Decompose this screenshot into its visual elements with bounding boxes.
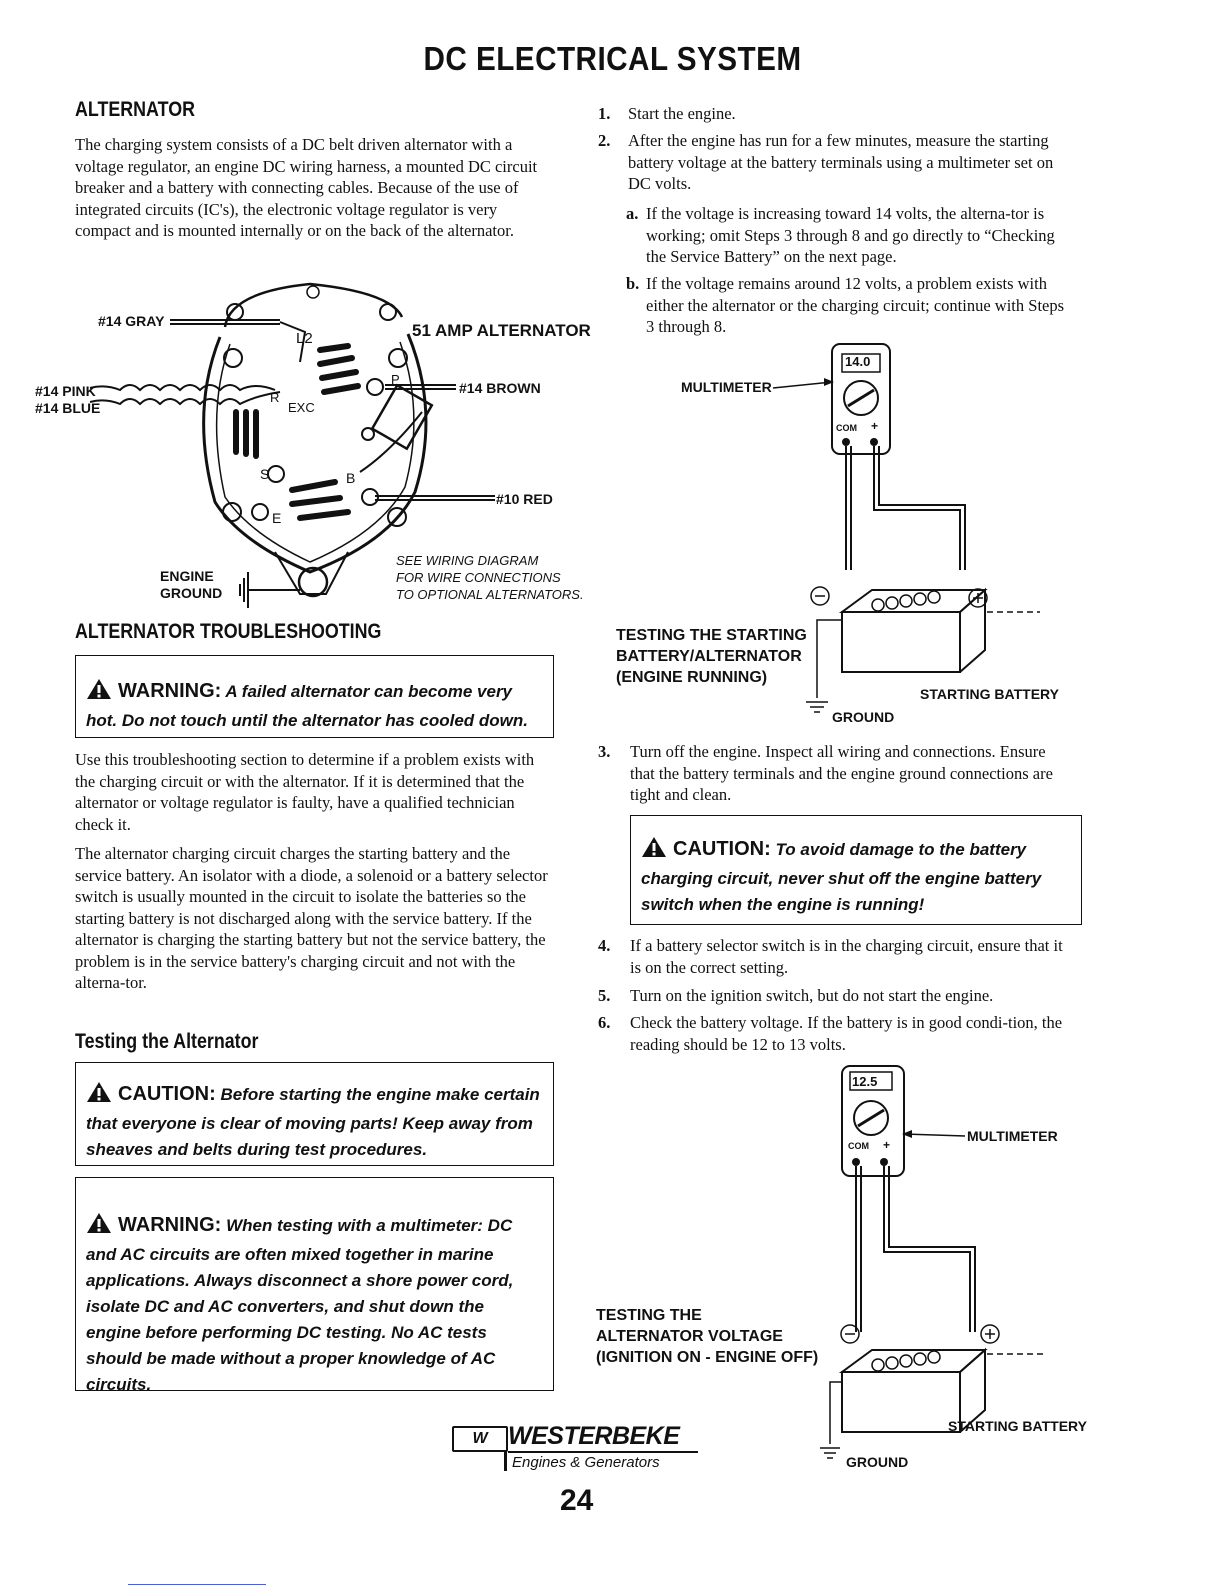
warning-hot-box bbox=[75, 655, 554, 738]
multimeter-reading-2: 12.5 bbox=[852, 1074, 878, 1089]
step-2a-text: If the voltage is increasing toward 14 volts, the alterna-tor is working; omit Steps 3 through 8 and go directly to “Checking the Service Battery” on the next page. bbox=[646, 204, 1055, 266]
terminal-p: P bbox=[391, 372, 400, 387]
terminal-exc: EXC bbox=[288, 400, 315, 415]
warning-multimeter-wrap bbox=[86, 1212, 543, 1398]
label-engine: ENGINE bbox=[160, 568, 214, 584]
step-2-text: After the engine has run for a few minutes, measure the starting battery voltage at the battery terminals using a multimeter set on DC volts. bbox=[628, 131, 1054, 193]
troubleshooting-para-2: The alternator charging circuit charges the starting battery and the service battery. An isolator with a diode, a solenoid or a battery selector switch is usually mounted in the circuit to isolate the batteries so the starting battery is not discharged along with the service battery. If the alternator is charging the starting battery but not the service battery, the problem is in the service battery's charging circuit and not with the alterna-tor. bbox=[75, 844, 548, 992]
label-ground: GROUND bbox=[160, 585, 223, 601]
caution-battery-switch-box bbox=[630, 815, 1082, 925]
troubleshooting-heading: ALTERNATOR TROUBLESHOOTING bbox=[75, 620, 382, 643]
step-6 bbox=[598, 1012, 1068, 1055]
caution-lead: CAUTION: bbox=[118, 1083, 216, 1105]
multimeter-com-1: COM bbox=[836, 423, 857, 433]
starting-battery-label-2: STARTING BATTERY bbox=[948, 1418, 1087, 1434]
page-number: 24 bbox=[560, 1484, 594, 1517]
warning-multimeter-box bbox=[75, 1177, 554, 1394]
note-optional: TO OPTIONAL ALTERNATORS. bbox=[396, 587, 584, 602]
westerbeke-mark: W bbox=[452, 1426, 508, 1452]
logo-rule bbox=[504, 1451, 507, 1471]
step-3 bbox=[598, 741, 1068, 806]
label-pink-wire: #14 PINK bbox=[35, 383, 96, 399]
alternator-heading: ALTERNATOR bbox=[75, 98, 195, 121]
page-title: DC ELECTRICAL SYSTEM bbox=[423, 40, 802, 77]
warning-icon bbox=[641, 836, 667, 866]
step-1-text: Start the engine. bbox=[628, 104, 736, 123]
step-1 bbox=[598, 103, 1068, 125]
step-4 bbox=[598, 935, 1068, 978]
label-red-wire: #10 RED bbox=[496, 491, 553, 507]
note-for-wire: FOR WIRE CONNECTIONS bbox=[396, 570, 561, 585]
warning-icon bbox=[86, 678, 112, 708]
step-2 bbox=[598, 130, 1068, 195]
step-5-text: Turn on the ignition switch, but do not start the engine. bbox=[630, 986, 994, 1005]
westerbeke-logo bbox=[452, 1422, 712, 1472]
westerbeke-tagline: Engines & Generators bbox=[512, 1454, 660, 1471]
multimeter-label-2: MULTIMETER bbox=[967, 1128, 1058, 1144]
multimeter-com-2: COM bbox=[848, 1141, 869, 1151]
step-6-text: Check the battery voltage. If the battery is in good condi-tion, the reading should be 12 to 13 volts. bbox=[630, 1013, 1063, 1054]
step-4-text: If a battery selector switch is in the charging circuit, ensure that it is on the correct setting. bbox=[630, 936, 1063, 977]
step-5 bbox=[598, 985, 1068, 1007]
westerbeke-brand: WESTERBEKE bbox=[508, 1422, 698, 1453]
warning-hot-text-wrap bbox=[86, 678, 543, 734]
ground-label-1: GROUND bbox=[832, 709, 895, 725]
terminal-r: R bbox=[270, 390, 280, 405]
note-see-wiring: SEE WIRING DIAGRAM bbox=[396, 553, 539, 568]
step-2b-text: If the voltage remains around 12 volts, a problem exists with either the alternator or the charging circuit; continue with Steps 3 through 8. bbox=[646, 274, 1065, 336]
caption-running-line-1: TESTING THE STARTING bbox=[616, 627, 807, 644]
caption-ignition-line-1: TESTING THE bbox=[596, 1307, 702, 1324]
caption-running-line-3: (ENGINE RUNNING) bbox=[616, 669, 768, 686]
caption-ignition bbox=[596, 1305, 818, 1368]
ground-label-2: GROUND bbox=[846, 1454, 909, 1470]
starting-battery-label-1: STARTING BATTERY bbox=[920, 686, 1059, 702]
caution-moving-parts-wrap bbox=[86, 1081, 543, 1163]
step-2-number: 2. bbox=[598, 131, 611, 150]
warning-icon bbox=[86, 1081, 112, 1111]
step-4-number: 4. bbox=[598, 936, 611, 955]
step-2b-letter: b. bbox=[626, 274, 640, 293]
warning-lead: WARNING: bbox=[118, 680, 222, 702]
step-5-number: 5. bbox=[598, 986, 611, 1005]
multimeter-plus-2: + bbox=[883, 1138, 891, 1152]
label-51-amp-alternator: 51 AMP ALTERNATOR bbox=[412, 321, 591, 340]
terminal-l2: L2 bbox=[296, 330, 313, 347]
warning-multimeter-text: When testing with a multimeter: DC and AC circuits are often mixed together in marine applications. Always disconnect a shore power cord, isolate DC and AC converters, and shut down the engine before performing DC testing. No AC tests should be made without a proper knowledge of AC circuits. bbox=[86, 1216, 514, 1394]
caption-running bbox=[616, 625, 807, 688]
caution-moving-parts-text: Before starting the engine make certain that everyone is clear of moving parts! Keep away from sheaves and belts during test procedures. bbox=[86, 1085, 540, 1159]
caution-moving-parts-box bbox=[75, 1062, 554, 1166]
step-2a bbox=[626, 203, 1074, 268]
alternator-body: The charging system consists of a DC belt driven alternator with a voltage regulator, an engine DC wiring harness, a mounted DC circuit breaker and a battery with connecting cables. Because of the use of integrated circuits (IC's), the electronic voltage regulator is very compact and is mounted internally or on the back of the alternator. bbox=[75, 135, 538, 240]
step-2b bbox=[626, 273, 1074, 338]
step-1-number: 1. bbox=[598, 104, 611, 123]
multimeter-label-1: MULTIMETER bbox=[681, 379, 772, 395]
step-6-number: 6. bbox=[598, 1013, 611, 1032]
step-2a-letter: a. bbox=[626, 204, 639, 223]
terminal-e: E bbox=[272, 510, 282, 526]
warning-lead: WARNING: bbox=[118, 1214, 222, 1236]
label-gray-wire: #14 GRAY bbox=[98, 313, 165, 329]
step-3-number: 3. bbox=[598, 742, 611, 761]
warning-icon bbox=[86, 1212, 112, 1242]
caution-lead: CAUTION: bbox=[673, 838, 771, 860]
caption-ignition-line-2: ALTERNATOR VOLTAGE bbox=[596, 1328, 783, 1345]
multimeter-reading-1: 14.0 bbox=[845, 354, 871, 369]
warning-hot-text: A failed alternator can become very hot. Do not touch until the alternator has cooled down. bbox=[86, 682, 528, 730]
step-3-text: Turn off the engine. Inspect all wiring and connections. Ensure that the battery terminals and the engine ground connections are tight and clean. bbox=[630, 742, 1053, 804]
testing-heading: Testing the Alternator bbox=[75, 1030, 259, 1053]
terminal-b: B bbox=[346, 470, 356, 486]
caution-battery-switch-text: To avoid damage to the battery charging circuit, never shut off the engine battery switch when the engine is running! bbox=[641, 840, 1042, 914]
multimeter-plus-1: + bbox=[871, 419, 879, 433]
caption-ignition-line-3: (IGNITION ON - ENGINE OFF) bbox=[596, 1349, 819, 1366]
label-brown-wire: #14 BROWN bbox=[459, 380, 541, 396]
label-blue-wire: #14 BLUE bbox=[35, 400, 101, 416]
terminal-s: S bbox=[260, 466, 270, 482]
caption-running-line-2: BATTERY/ALTERNATOR bbox=[616, 648, 802, 665]
caution-battery-switch-wrap bbox=[641, 836, 1071, 918]
troubleshooting-para-1: Use this troubleshooting section to determine if a problem exists with the charging circuit or with the alternator. If it is determined that the alternator or voltage regulator is faulty, have a qualified technician check it. bbox=[75, 750, 535, 834]
